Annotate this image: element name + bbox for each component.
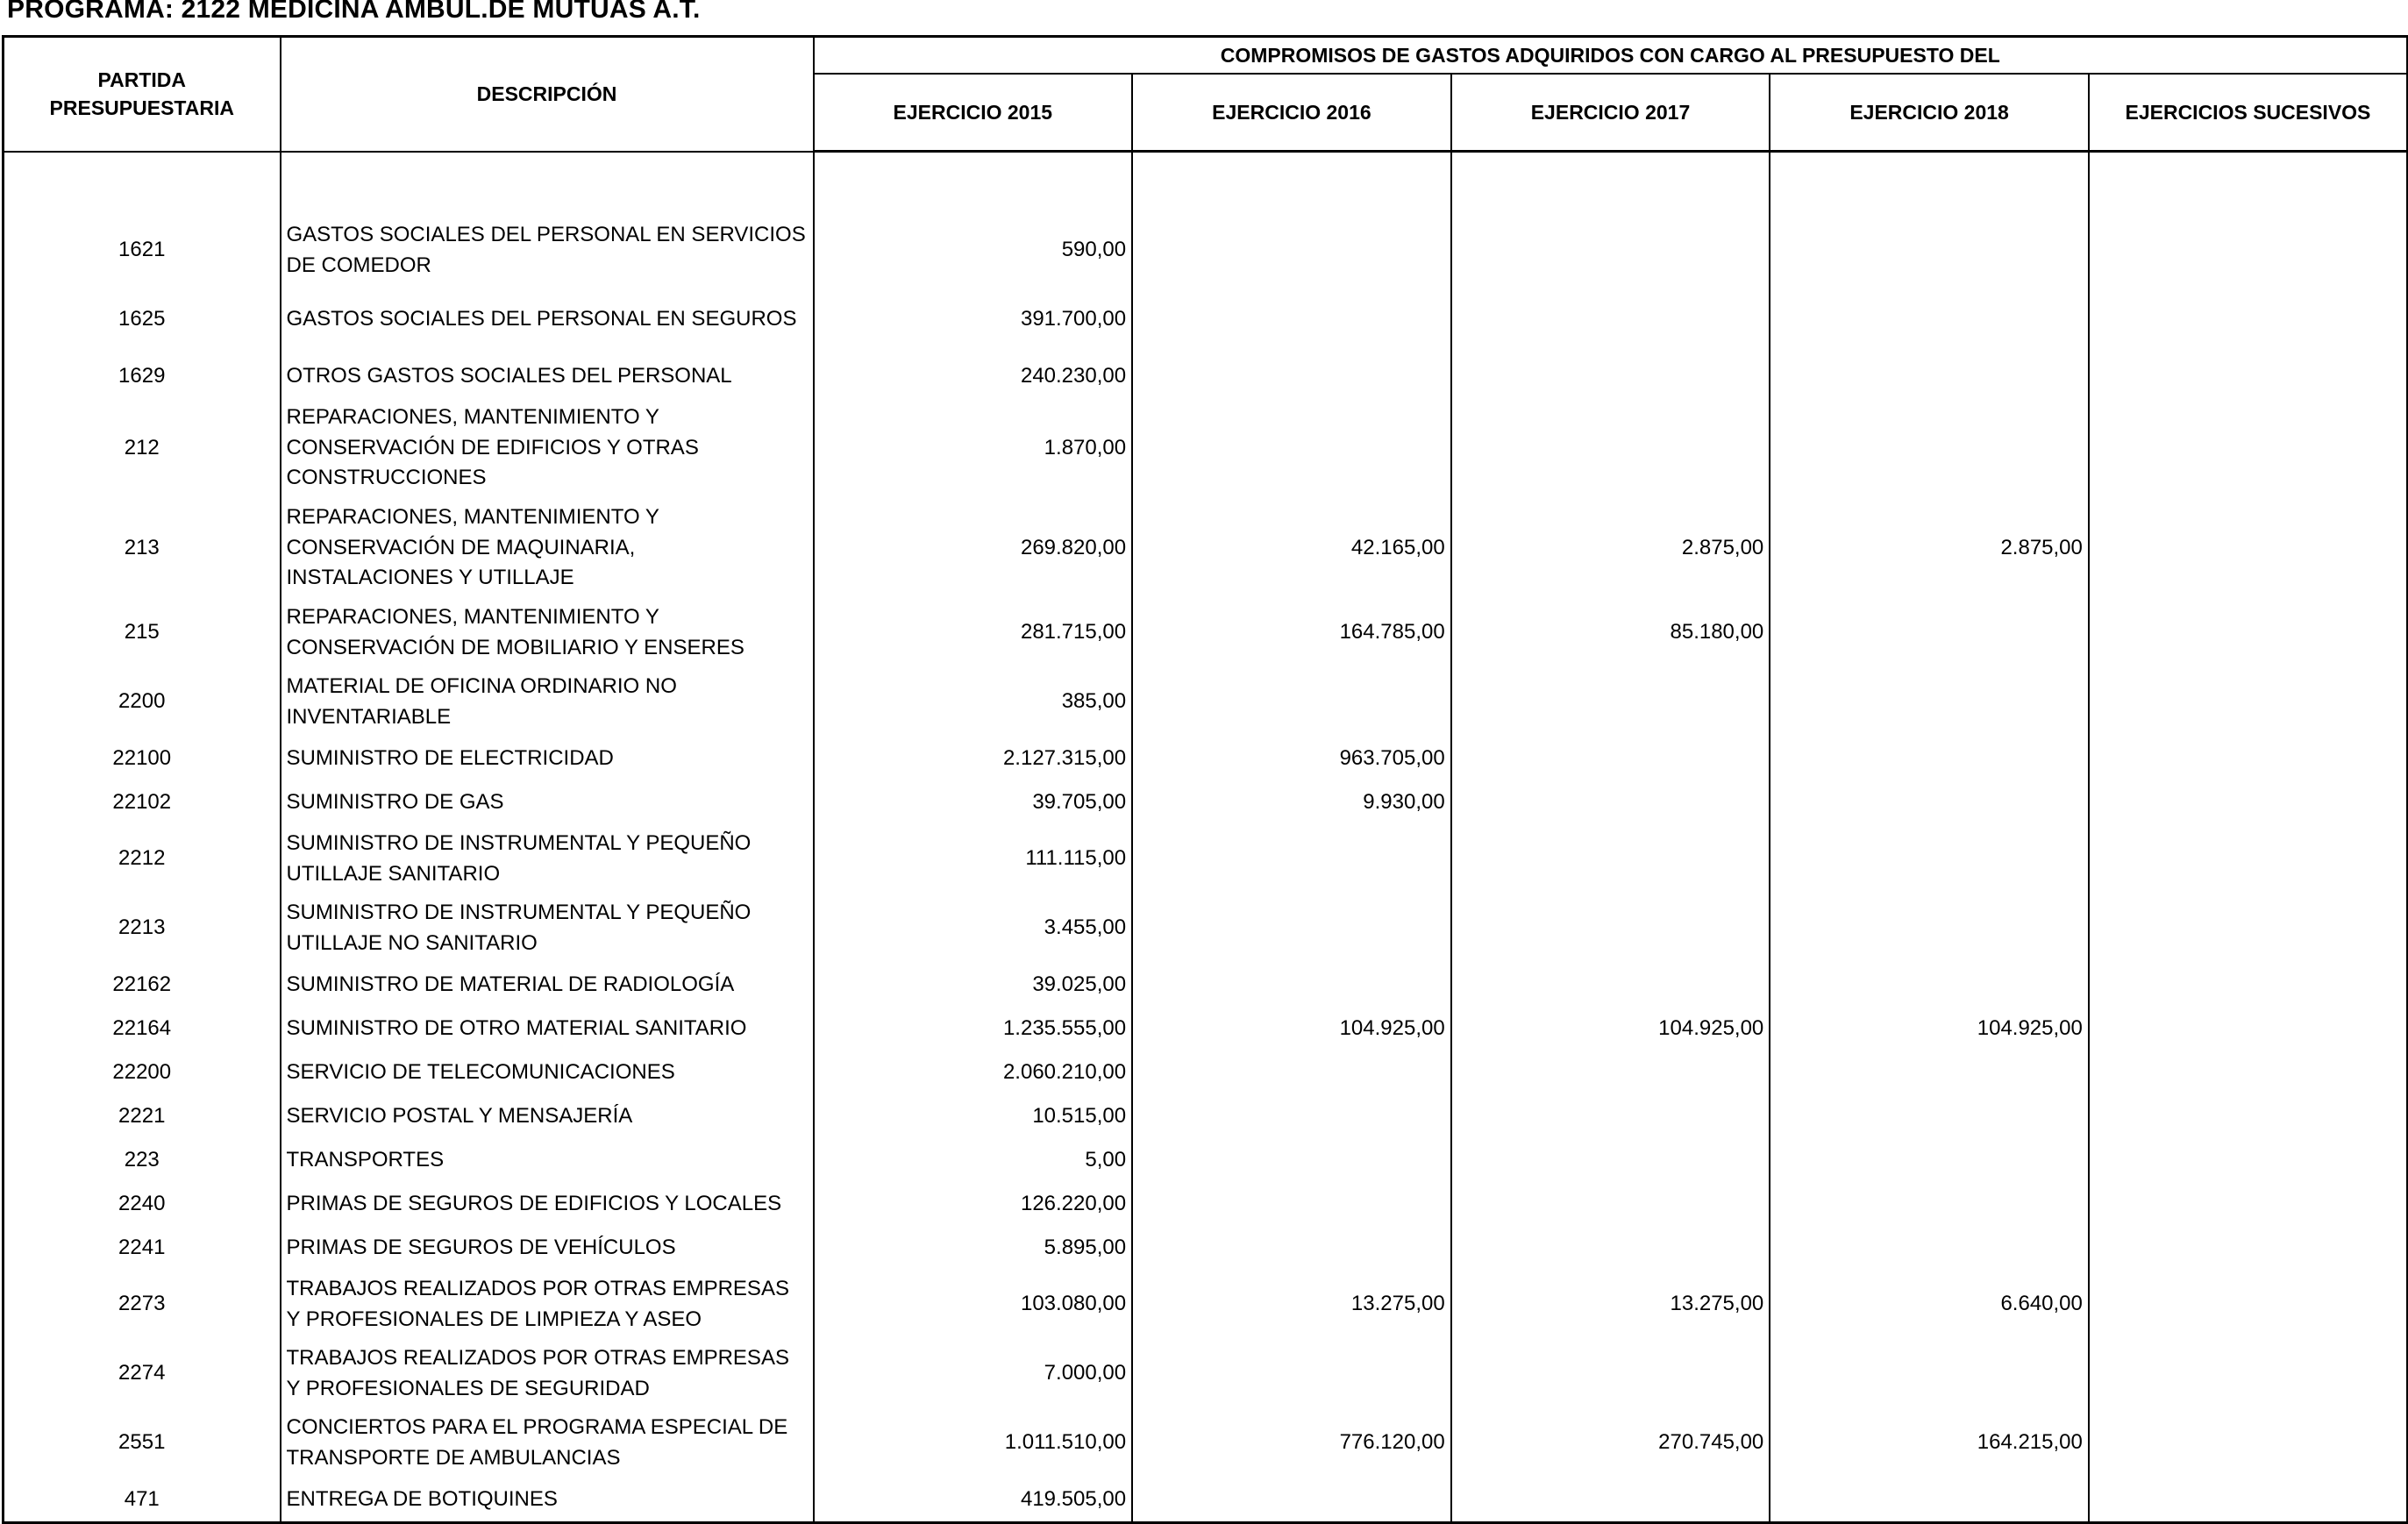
amount-2018-cell	[1770, 780, 2089, 824]
page-title: PROGRAMA: 2122 MEDICINA AMBUL.DE MUTUAS A.T.	[7, 0, 701, 24]
table-row	[4, 1478, 2408, 1523]
descripcion-cell: SUMINISTRO DE ELECTRICIDAD	[281, 737, 814, 780]
amount-2018-cell	[1770, 1050, 2089, 1094]
amount-2015-cell: 385,00	[814, 667, 1133, 737]
table-row	[4, 894, 2408, 963]
descripcion-cell: TRANSPORTES	[281, 1138, 814, 1182]
amount-sucesivos-cell	[2089, 1478, 2408, 1523]
amount-2018-cell: 2.875,00	[1770, 498, 2089, 598]
amount-2015-cell: 103.080,00	[814, 1270, 1133, 1339]
amount-sucesivos-cell	[2089, 598, 2408, 667]
amount-2017-cell	[1451, 1094, 1770, 1138]
amount-2016-cell	[1132, 285, 1451, 354]
amount-2018-cell	[1770, 598, 2089, 667]
amount-2016-cell: 776.120,00	[1132, 1408, 1451, 1478]
amount-2017-cell	[1451, 398, 1770, 498]
amount-2016-cell	[1132, 667, 1451, 737]
partida-cell: 22200	[4, 1050, 281, 1094]
amount-2016-cell	[1132, 1478, 1451, 1523]
amount-2018-cell: 6.640,00	[1770, 1270, 2089, 1339]
partida-cell: 1625	[4, 285, 281, 354]
budget-commitments-table	[2, 35, 2408, 1524]
amount-2015-cell: 39.705,00	[814, 780, 1133, 824]
amount-2018-cell	[1770, 354, 2089, 398]
amount-2016-cell	[1132, 1339, 1451, 1408]
partida-cell: 1629	[4, 354, 281, 398]
partida-cell: 215	[4, 598, 281, 667]
table-row	[4, 1182, 2408, 1226]
partida-cell: 2212	[4, 824, 281, 894]
amount-sucesivos-cell	[2089, 667, 2408, 737]
partida-cell: 2240	[4, 1182, 281, 1226]
amount-2016-cell	[1132, 398, 1451, 498]
amount-2018-cell	[1770, 963, 2089, 1007]
descripcion-cell: SERVICIO DE TELECOMUNICACIONES	[281, 1050, 814, 1094]
amount-2015-cell: 7.000,00	[814, 1339, 1133, 1408]
table-row	[4, 1408, 2408, 1478]
partida-cell: 2200	[4, 667, 281, 737]
amount-2017-cell	[1451, 354, 1770, 398]
amount-2016-cell: 9.930,00	[1132, 780, 1451, 824]
partida-cell: 2241	[4, 1226, 281, 1270]
table-row	[4, 354, 2408, 398]
table-row	[4, 498, 2408, 598]
partida-cell: 22164	[4, 1007, 281, 1050]
amount-2016-cell: 13.275,00	[1132, 1270, 1451, 1339]
partida-cell: 2551	[4, 1408, 281, 1478]
amount-2017-cell	[1451, 737, 1770, 780]
partida-cell: 471	[4, 1478, 281, 1523]
table-row	[4, 1007, 2408, 1050]
partida-cell: 1621	[4, 216, 281, 285]
descripcion-cell: SERVICIO POSTAL Y MENSAJERÍA	[281, 1094, 814, 1138]
amount-2017-cell	[1451, 285, 1770, 354]
descripcion-cell: SUMINISTRO DE INSTRUMENTAL Y PEQUEÑO UTILLAJE NO SANITARIO	[281, 894, 814, 963]
amount-2015-cell: 3.455,00	[814, 894, 1133, 963]
amount-2017-cell: 270.745,00	[1451, 1408, 1770, 1478]
descripcion-cell: GASTOS SOCIALES DEL PERSONAL EN SEGUROS	[281, 285, 814, 354]
amount-2015-cell: 126.220,00	[814, 1182, 1133, 1226]
partida-cell: 213	[4, 498, 281, 598]
amount-sucesivos-cell	[2089, 1226, 2408, 1270]
descripcion-cell: ENTREGA DE BOTIQUINES	[281, 1478, 814, 1523]
descripcion-cell: TRABAJOS REALIZADOS POR OTRAS EMPRESAS Y PROFESIONALES DE LIMPIEZA Y ASEO	[281, 1270, 814, 1339]
amount-2015-cell: 1.235.555,00	[814, 1007, 1133, 1050]
partida-cell: 2274	[4, 1339, 281, 1408]
table-spacer-row	[4, 152, 2408, 217]
amount-2018-cell	[1770, 398, 2089, 498]
header-compromisos: COMPROMISOS DE GASTOS ADQUIRIDOS CON CARGO AL PRESUPUESTO DEL	[814, 37, 2408, 75]
amount-2017-cell	[1451, 780, 1770, 824]
amount-2018-cell	[1770, 824, 2089, 894]
amount-sucesivos-cell	[2089, 963, 2408, 1007]
amount-2017-cell: 13.275,00	[1451, 1270, 1770, 1339]
amount-2017-cell	[1451, 1226, 1770, 1270]
amount-2018-cell	[1770, 737, 2089, 780]
descripcion-cell: MATERIAL DE OFICINA ORDINARIO NO INVENTARIABLE	[281, 667, 814, 737]
amount-2015-cell: 39.025,00	[814, 963, 1133, 1007]
partida-cell: 22102	[4, 780, 281, 824]
amount-sucesivos-cell	[2089, 1408, 2408, 1478]
table-row	[4, 1270, 2408, 1339]
amount-2015-cell: 5,00	[814, 1138, 1133, 1182]
amount-2015-cell: 240.230,00	[814, 354, 1133, 398]
amount-2018-cell	[1770, 1094, 2089, 1138]
amount-2018-cell	[1770, 216, 2089, 285]
descripcion-cell: PRIMAS DE SEGUROS DE EDIFICIOS Y LOCALES	[281, 1182, 814, 1226]
amount-sucesivos-cell	[2089, 894, 2408, 963]
amount-2015-cell: 5.895,00	[814, 1226, 1133, 1270]
amount-2018-cell	[1770, 1226, 2089, 1270]
descripcion-cell: OTROS GASTOS SOCIALES DEL PERSONAL	[281, 354, 814, 398]
table-row	[4, 1050, 2408, 1094]
amount-2015-cell: 1.011.510,00	[814, 1408, 1133, 1478]
amount-sucesivos-cell	[2089, 498, 2408, 598]
amount-2017-cell: 85.180,00	[1451, 598, 1770, 667]
amount-2015-cell: 590,00	[814, 216, 1133, 285]
table-row	[4, 963, 2408, 1007]
table-row	[4, 780, 2408, 824]
amount-2016-cell	[1132, 824, 1451, 894]
amount-sucesivos-cell	[2089, 1182, 2408, 1226]
amount-2015-cell: 10.515,00	[814, 1094, 1133, 1138]
table-row	[4, 737, 2408, 780]
descripcion-cell: REPARACIONES, MANTENIMIENTO Y CONSERVACIÓN DE EDIFICIOS Y OTRAS CONSTRUCCIONES	[281, 398, 814, 498]
amount-2017-cell	[1451, 1050, 1770, 1094]
table-row	[4, 1138, 2408, 1182]
amount-2015-cell: 391.700,00	[814, 285, 1133, 354]
header-year-2018: EJERCICIO 2018	[1770, 74, 2089, 152]
amount-2017-cell	[1451, 894, 1770, 963]
amount-2016-cell: 104.925,00	[1132, 1007, 1451, 1050]
table-row	[4, 398, 2408, 498]
amount-2015-cell: 111.115,00	[814, 824, 1133, 894]
descripcion-cell: GASTOS SOCIALES DEL PERSONAL EN SERVICIOS DE COMEDOR	[281, 216, 814, 285]
amount-sucesivos-cell	[2089, 398, 2408, 498]
amount-2018-cell	[1770, 285, 2089, 354]
table-row	[4, 598, 2408, 667]
amount-2016-cell: 164.785,00	[1132, 598, 1451, 667]
descripcion-cell: CONCIERTOS PARA EL PROGRAMA ESPECIAL DE TRANSPORTE DE AMBULANCIAS	[281, 1408, 814, 1478]
header-year-2015: EJERCICIO 2015	[814, 74, 1133, 152]
amount-2018-cell: 104.925,00	[1770, 1007, 2089, 1050]
amount-sucesivos-cell	[2089, 1138, 2408, 1182]
partida-cell: 22100	[4, 737, 281, 780]
amount-2017-cell	[1451, 667, 1770, 737]
descripcion-cell: SUMINISTRO DE GAS	[281, 780, 814, 824]
table-body	[4, 152, 2408, 1523]
table-row	[4, 824, 2408, 894]
amount-sucesivos-cell	[2089, 1050, 2408, 1094]
amount-2018-cell	[1770, 667, 2089, 737]
amount-sucesivos-cell	[2089, 285, 2408, 354]
amount-2016-cell	[1132, 1094, 1451, 1138]
partida-cell: 2273	[4, 1270, 281, 1339]
amount-2017-cell	[1451, 1182, 1770, 1226]
amount-2016-cell: 42.165,00	[1132, 498, 1451, 598]
descripcion-cell: TRABAJOS REALIZADOS POR OTRAS EMPRESAS Y PROFESIONALES DE SEGURIDAD	[281, 1339, 814, 1408]
descripcion-cell: PRIMAS DE SEGUROS DE VEHÍCULOS	[281, 1226, 814, 1270]
descripcion-cell: SUMINISTRO DE OTRO MATERIAL SANITARIO	[281, 1007, 814, 1050]
amount-2016-cell	[1132, 1182, 1451, 1226]
partida-cell: 2213	[4, 894, 281, 963]
header-year-2017: EJERCICIO 2017	[1451, 74, 1770, 152]
amount-2015-cell: 2.127.315,00	[814, 737, 1133, 780]
amount-2017-cell	[1451, 1339, 1770, 1408]
amount-2017-cell	[1451, 216, 1770, 285]
amount-2017-cell: 2.875,00	[1451, 498, 1770, 598]
amount-2015-cell: 1.870,00	[814, 398, 1133, 498]
amount-2016-cell	[1132, 894, 1451, 963]
header-ejercicios-sucesivos: EJERCICIOS SUCESIVOS	[2089, 74, 2408, 152]
descripcion-cell: SUMINISTRO DE INSTRUMENTAL Y PEQUEÑO UTILLAJE SANITARIO	[281, 824, 814, 894]
amount-2016-cell	[1132, 354, 1451, 398]
amount-2016-cell	[1132, 216, 1451, 285]
table-row	[4, 216, 2408, 285]
amount-2016-cell	[1132, 1138, 1451, 1182]
amount-2017-cell	[1451, 1138, 1770, 1182]
amount-sucesivos-cell	[2089, 1339, 2408, 1408]
descripcion-cell: REPARACIONES, MANTENIMIENTO Y CONSERVACIÓN DE MOBILIARIO Y ENSERES	[281, 598, 814, 667]
amount-2018-cell	[1770, 1138, 2089, 1182]
amount-2016-cell	[1132, 1050, 1451, 1094]
amount-2016-cell	[1132, 1226, 1451, 1270]
amount-2018-cell	[1770, 1182, 2089, 1226]
amount-2015-cell: 2.060.210,00	[814, 1050, 1133, 1094]
partida-cell: 22162	[4, 963, 281, 1007]
amount-sucesivos-cell	[2089, 354, 2408, 398]
table-row	[4, 667, 2408, 737]
amount-2015-cell: 419.505,00	[814, 1478, 1133, 1523]
partida-cell: 2221	[4, 1094, 281, 1138]
table-row	[4, 285, 2408, 354]
header-descripcion: DESCRIPCIÓN	[281, 37, 814, 152]
header-partida: PARTIDA PRESUPUESTARIA	[4, 37, 281, 152]
header-year-2016: EJERCICIO 2016	[1132, 74, 1451, 152]
amount-2016-cell	[1132, 963, 1451, 1007]
table-header	[4, 37, 2408, 152]
partida-cell: 223	[4, 1138, 281, 1182]
amount-sucesivos-cell	[2089, 1007, 2408, 1050]
amount-2015-cell: 269.820,00	[814, 498, 1133, 598]
table-row	[4, 1339, 2408, 1408]
table-row	[4, 1094, 2408, 1138]
amount-2017-cell: 104.925,00	[1451, 1007, 1770, 1050]
amount-2018-cell: 164.215,00	[1770, 1408, 2089, 1478]
amount-2017-cell	[1451, 1478, 1770, 1523]
descripcion-cell: REPARACIONES, MANTENIMIENTO Y CONSERVACIÓN DE MAQUINARIA, INSTALACIONES Y UTILLAJE	[281, 498, 814, 598]
amount-2016-cell: 963.705,00	[1132, 737, 1451, 780]
amount-sucesivos-cell	[2089, 1270, 2408, 1339]
table-row	[4, 1226, 2408, 1270]
amount-2018-cell	[1770, 1478, 2089, 1523]
amount-2018-cell	[1770, 1339, 2089, 1408]
amount-2017-cell	[1451, 824, 1770, 894]
amount-sucesivos-cell	[2089, 216, 2408, 285]
partida-cell: 212	[4, 398, 281, 498]
descripcion-cell: SUMINISTRO DE MATERIAL DE RADIOLOGÍA	[281, 963, 814, 1007]
amount-sucesivos-cell	[2089, 737, 2408, 780]
amount-2018-cell	[1770, 894, 2089, 963]
amount-sucesivos-cell	[2089, 1094, 2408, 1138]
amount-2017-cell	[1451, 963, 1770, 1007]
amount-sucesivos-cell	[2089, 824, 2408, 894]
amount-sucesivos-cell	[2089, 780, 2408, 824]
amount-2015-cell: 281.715,00	[814, 598, 1133, 667]
